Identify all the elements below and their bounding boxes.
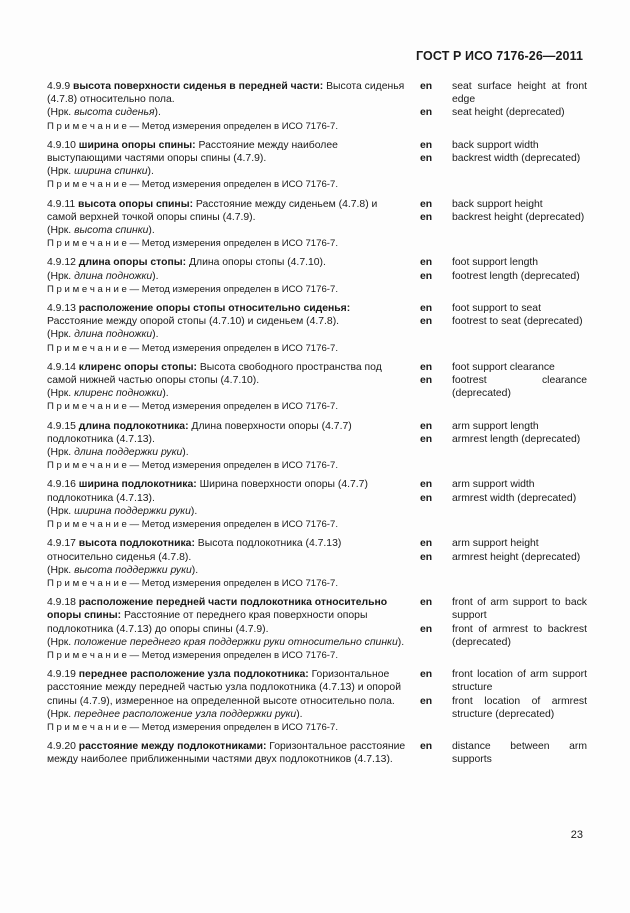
lang-code: en	[420, 375, 433, 387]
entry-number: 4.9.14	[47, 361, 79, 373]
entry-number: 4.9.20	[47, 741, 79, 753]
en-term-row	[419, 668, 587, 694]
entry-en	[419, 361, 587, 414]
entry-en	[419, 198, 587, 251]
entry-ru	[47, 740, 419, 766]
note-text: — Метод измерения определен в ИСО 7176-7.	[126, 721, 338, 733]
deprecated-prefix: (Нрк.	[47, 225, 75, 237]
entry-en	[419, 668, 587, 734]
entry-term: клиренс опоры стопы:	[78, 361, 197, 373]
note-text: — Метод измерения определен в ИСО 7176-7.	[126, 120, 338, 132]
en-term-row	[419, 433, 587, 446]
deprecated-prefix: (Нрк.	[47, 636, 75, 648]
note-label: П р и м е ч а н и е	[47, 120, 127, 132]
term-entry	[47, 139, 587, 192]
note-label: П р и м е ч а н и е	[47, 342, 127, 354]
en-term: backrest height (deprecated)	[452, 211, 585, 223]
entry-term: ширина подлокотника:	[78, 479, 197, 491]
term-entry	[47, 668, 587, 734]
entry-number: 4.9.15	[47, 420, 79, 432]
entry-definition	[47, 668, 407, 708]
entry-definition-text: Расстояние от переднего края поверхности опоры подлокотника (4.7.13) до опоры спины (4.7.9).	[47, 610, 368, 635]
deprecated-prefix: (Нрк.	[47, 107, 75, 119]
deprecated-suffix: ).	[191, 564, 199, 576]
deprecated-suffix: ).	[152, 270, 159, 282]
entry-definition-text: Высота подлокотника (4.7.13) относительно сиденья (4.7.8).	[47, 538, 342, 563]
en-term-row	[419, 106, 587, 119]
lang-code: en	[420, 270, 433, 282]
en-term: footrest to seat (deprecated)	[452, 316, 583, 328]
note-text: — Метод измерения определен в ИСО 7176-7.	[126, 342, 338, 354]
entry-term: высота подлокотника:	[78, 538, 195, 550]
entry-term: расположение передней части подлокотника относительно опоры спины:	[47, 597, 388, 622]
entry-term: высота опоры спины:	[78, 198, 194, 210]
en-term-row	[419, 623, 587, 649]
entry-definition	[47, 80, 407, 106]
note-text: — Метод измерения определен в ИСО 7176-7.	[126, 649, 338, 661]
note-text: — Метод измерения определен в ИСО 7176-7.	[126, 283, 338, 295]
deprecated-prefix: (Нрк.	[47, 166, 75, 178]
en-term: distance between arm supports	[452, 741, 587, 766]
entry-definition	[47, 740, 407, 766]
term-entry	[47, 596, 587, 662]
note-label: П р и м е ч а н и е	[47, 721, 127, 733]
entry-number: 4.9.19	[47, 669, 79, 681]
lang-code: en	[420, 623, 433, 635]
entry-deprecated	[47, 564, 407, 577]
en-term: foot support to seat	[452, 303, 541, 315]
entry-definition	[47, 596, 407, 636]
entry-en	[419, 740, 587, 766]
deprecated-term: длина поддержки руки	[74, 447, 183, 459]
terms-list	[47, 80, 587, 767]
en-term-row	[419, 596, 587, 622]
entry-definition-text: Высота сиденья (4.7.8) относительно пола.	[47, 81, 405, 106]
en-term-row	[419, 420, 587, 433]
en-term: front location of arm support structure	[452, 669, 587, 694]
note-text: — Метод измерения определен в ИСО 7176-7.	[126, 179, 338, 191]
entry-note	[47, 518, 407, 531]
note-text: — Метод измерения определен в ИСО 7176-7.	[126, 460, 338, 472]
term-entry	[47, 537, 587, 590]
en-term-row	[419, 361, 587, 374]
deprecated-term: клиренс подножки	[74, 388, 163, 400]
note-text: — Метод измерения определен в ИСО 7176-7.	[126, 519, 338, 531]
term-entry	[47, 740, 587, 766]
en-term-row	[419, 256, 587, 269]
entry-definition	[47, 361, 407, 387]
en-term: seat height (deprecated)	[452, 107, 565, 119]
en-term-row	[419, 211, 587, 224]
deprecated-prefix: (Нрк.	[47, 447, 75, 459]
entry-term: длина подлокотника:	[78, 420, 189, 432]
note-text: — Метод измерения определен в ИСО 7176-7.	[126, 577, 338, 589]
entry-en	[419, 596, 587, 662]
entry-number: 4.9.10	[47, 139, 79, 151]
lang-code: en	[420, 538, 433, 550]
en-term: foot support clearance	[452, 361, 555, 373]
entry-definition-text: Длина поверхности опоры (4.7.7) подлокотника (4.7.13).	[47, 420, 352, 445]
lang-code: en	[420, 597, 433, 609]
entry-en	[419, 478, 587, 531]
entry-definition-text: Длина опоры стопы (4.7.10).	[186, 257, 326, 269]
deprecated-term: переднее расположение узла поддержки руки	[74, 708, 297, 720]
entry-definition-text: Расстояние между наиболее выступающими частями опоры спины (4.7.9).	[47, 139, 338, 165]
note-label: П р и м е ч а н и е	[47, 283, 127, 295]
deprecated-suffix: ).	[152, 329, 159, 341]
deprecated-suffix: ).	[296, 708, 303, 720]
note-label: П р и м е ч а н и е	[47, 519, 127, 531]
document-header: ГОСТ Р ИСО 7176-26—2011	[416, 49, 583, 63]
entry-definition-text: Расстояние между опорой стопы (4.7.10) и сиденьем (4.7.8).	[47, 316, 340, 328]
entry-deprecated	[47, 270, 407, 283]
en-term: front of armrest to backrest (deprecated)	[452, 623, 587, 648]
deprecated-term: длина подножки	[74, 270, 153, 282]
entry-definition	[47, 139, 407, 165]
lang-code: en	[420, 139, 433, 151]
term-entry	[47, 256, 587, 296]
en-term-row	[419, 315, 587, 328]
note-label: П р и м е ч а н и е	[47, 238, 127, 250]
entry-number: 4.9.9	[47, 81, 73, 92]
en-term: back support width	[452, 139, 539, 151]
lang-code: en	[420, 551, 433, 563]
deprecated-prefix: (Нрк.	[47, 708, 75, 720]
entry-ru	[47, 198, 419, 251]
lang-code: en	[420, 695, 433, 707]
entry-definition-text: Горизонтальное расстояние между наиболее приближенными частями двух подлокотников (4.7.13).	[47, 741, 406, 766]
entry-number: 4.9.17	[47, 538, 79, 550]
lang-code: en	[420, 211, 433, 223]
lang-code: en	[420, 479, 433, 491]
entry-term: ширина опоры спины:	[78, 139, 196, 151]
deprecated-term: ширина спинки	[74, 166, 148, 178]
en-term: front of arm support to back support	[452, 597, 587, 622]
note-label: П р и м е ч а н и е	[47, 179, 127, 191]
entry-definition	[47, 420, 407, 446]
en-term: seat surface height at front edge	[452, 81, 587, 106]
deprecated-suffix: ).	[154, 107, 161, 119]
lang-code: en	[420, 420, 433, 432]
entry-ru	[47, 596, 419, 662]
entry-deprecated	[47, 446, 407, 459]
entry-definition	[47, 256, 407, 269]
deprecated-term: положение переднего края поддержки руки относительно спинки	[74, 636, 398, 648]
lang-code: en	[420, 81, 433, 92]
en-term: backrest width (deprecated)	[452, 153, 581, 165]
entry-note	[47, 237, 407, 250]
deprecated-term: высота сиденья	[74, 107, 155, 119]
en-term-row	[419, 492, 587, 505]
deprecated-suffix: ).	[147, 166, 154, 178]
entry-number: 4.9.18	[47, 597, 79, 609]
entry-deprecated	[47, 328, 407, 341]
en-term-row	[419, 695, 587, 721]
lang-code: en	[420, 316, 433, 328]
en-term-row	[419, 551, 587, 564]
en-term-row	[419, 537, 587, 550]
lang-code: en	[420, 107, 433, 119]
entry-ru	[47, 139, 419, 192]
lang-code: en	[420, 741, 433, 753]
en-term: arm support width	[452, 479, 535, 491]
entry-note	[47, 178, 407, 191]
entry-en	[419, 256, 587, 296]
entry-note	[47, 342, 407, 355]
entry-note	[47, 283, 407, 296]
en-term-row	[419, 139, 587, 152]
entry-ru	[47, 668, 419, 734]
lang-code: en	[420, 257, 433, 269]
en-term: armrest height (deprecated)	[452, 551, 581, 563]
note-label: П р и м е ч а н и е	[47, 577, 127, 589]
entry-definition	[47, 478, 407, 504]
deprecated-prefix: (Нрк.	[47, 505, 75, 517]
deprecated-prefix: (Нрк.	[47, 329, 75, 341]
note-label: П р и м е ч а н и е	[47, 401, 127, 413]
entry-deprecated	[47, 708, 407, 721]
deprecated-term: высота поддержки руки	[74, 564, 192, 576]
en-term-row	[419, 80, 587, 106]
note-label: П р и м е ч а н и е	[47, 460, 127, 472]
page-number: 23	[570, 829, 583, 841]
note-text: — Метод измерения определен в ИСО 7176-7.	[126, 401, 338, 413]
note-label: П р и м е ч а н и е	[47, 649, 127, 661]
en-term-row	[419, 302, 587, 315]
term-entry	[47, 478, 587, 531]
lang-code: en	[420, 198, 433, 210]
en-term: arm support height	[452, 538, 539, 550]
entry-ru	[47, 537, 419, 590]
entry-term: переднее расположение узла подлокотника:	[78, 669, 309, 681]
deprecated-prefix: (Нрк.	[47, 388, 75, 400]
entry-en	[419, 420, 587, 473]
en-term-row	[419, 740, 587, 766]
en-term: back support height	[452, 198, 543, 210]
en-term-row	[419, 270, 587, 283]
en-term-row	[419, 374, 587, 400]
lang-code: en	[420, 361, 433, 373]
entry-note	[47, 649, 407, 662]
entry-definition-text: Горизонтальное расстояние между передней частью узла подлокотника (4.7.13) и опорой спины (4.7.9), измеренное на определенной высоте относительно пола.	[47, 669, 402, 707]
entry-ru	[47, 478, 419, 531]
en-term-row	[419, 152, 587, 165]
entry-number: 4.9.13	[47, 303, 79, 315]
entry-number: 4.9.11	[47, 198, 79, 210]
entry-definition-text: Высота свободного пространства под самой нижней частью опоры стопы (4.7.10).	[47, 361, 382, 387]
entry-definition-text: Расстояние между сиденьем (4.7.8) и самой верхней точкой опоры спины (4.7.9).	[47, 198, 378, 223]
deprecated-term: ширина поддержки руки	[74, 505, 191, 517]
entry-note	[47, 577, 407, 590]
note-text: — Метод измерения определен в ИСО 7176-7.	[126, 238, 338, 250]
entry-number: 4.9.16	[47, 479, 79, 491]
entry-note	[47, 459, 407, 472]
en-term-row	[419, 478, 587, 491]
entry-note	[47, 120, 407, 133]
term-entry	[47, 361, 587, 414]
entry-note	[47, 400, 407, 413]
term-entry	[47, 420, 587, 473]
entry-deprecated	[47, 106, 407, 119]
en-term: footrest length (deprecated)	[452, 270, 580, 282]
lang-code: en	[420, 492, 433, 504]
entry-number: 4.9.12	[47, 257, 79, 269]
entry-definition	[47, 537, 407, 563]
entry-definition-text: Ширина поверхности опоры (4.7.7) подлокотника (4.7.13).	[47, 479, 368, 504]
lang-code: en	[420, 153, 433, 165]
entry-term: высота поверхности сиденья в передней части:	[73, 81, 324, 92]
lang-code: en	[420, 433, 433, 445]
en-term-row	[419, 198, 587, 211]
entry-note	[47, 721, 407, 734]
deprecated-term: высота спинки	[74, 225, 149, 237]
deprecated-suffix: ).	[162, 388, 169, 400]
entry-en	[419, 80, 587, 133]
en-term: armrest width (deprecated)	[452, 492, 577, 504]
entry-term: длина опоры стопы:	[78, 257, 187, 269]
entry-deprecated	[47, 165, 407, 178]
entry-deprecated	[47, 224, 407, 237]
entry-en	[419, 537, 587, 590]
entry-term: расположение опоры стопы относительно сиденья:	[78, 303, 351, 315]
entry-en	[419, 302, 587, 355]
deprecated-term: длина подножки	[74, 329, 153, 341]
term-entry	[47, 80, 587, 133]
deprecated-suffix: ).	[190, 505, 198, 517]
term-entry	[47, 198, 587, 251]
entry-deprecated	[47, 505, 407, 518]
en-term: foot support length	[452, 257, 539, 269]
en-term: footrest clearance (deprecated)	[452, 375, 587, 400]
deprecated-suffix: ).	[148, 225, 155, 237]
en-term: arm support length	[452, 420, 539, 432]
deprecated-prefix: (Нрк.	[47, 564, 75, 576]
en-term: armrest length (deprecated)	[452, 433, 581, 445]
entry-ru	[47, 361, 419, 414]
entry-definition	[47, 302, 407, 328]
deprecated-suffix: ).	[182, 447, 189, 459]
entry-ru	[47, 80, 419, 133]
entry-deprecated	[47, 636, 407, 649]
en-term: front location of armrest structure (deprecated)	[452, 695, 587, 720]
entry-definition	[47, 198, 407, 224]
lang-code: en	[420, 303, 433, 315]
entry-ru	[47, 302, 419, 355]
term-entry	[47, 302, 587, 355]
entry-deprecated	[47, 387, 407, 400]
lang-code: en	[420, 669, 433, 681]
entry-en	[419, 139, 587, 192]
deprecated-suffix: ).	[397, 636, 405, 648]
entry-ru	[47, 256, 419, 296]
entry-term: расстояние между подлокотниками:	[78, 741, 267, 753]
entry-ru	[47, 420, 419, 473]
deprecated-prefix: (Нрк.	[47, 270, 75, 282]
